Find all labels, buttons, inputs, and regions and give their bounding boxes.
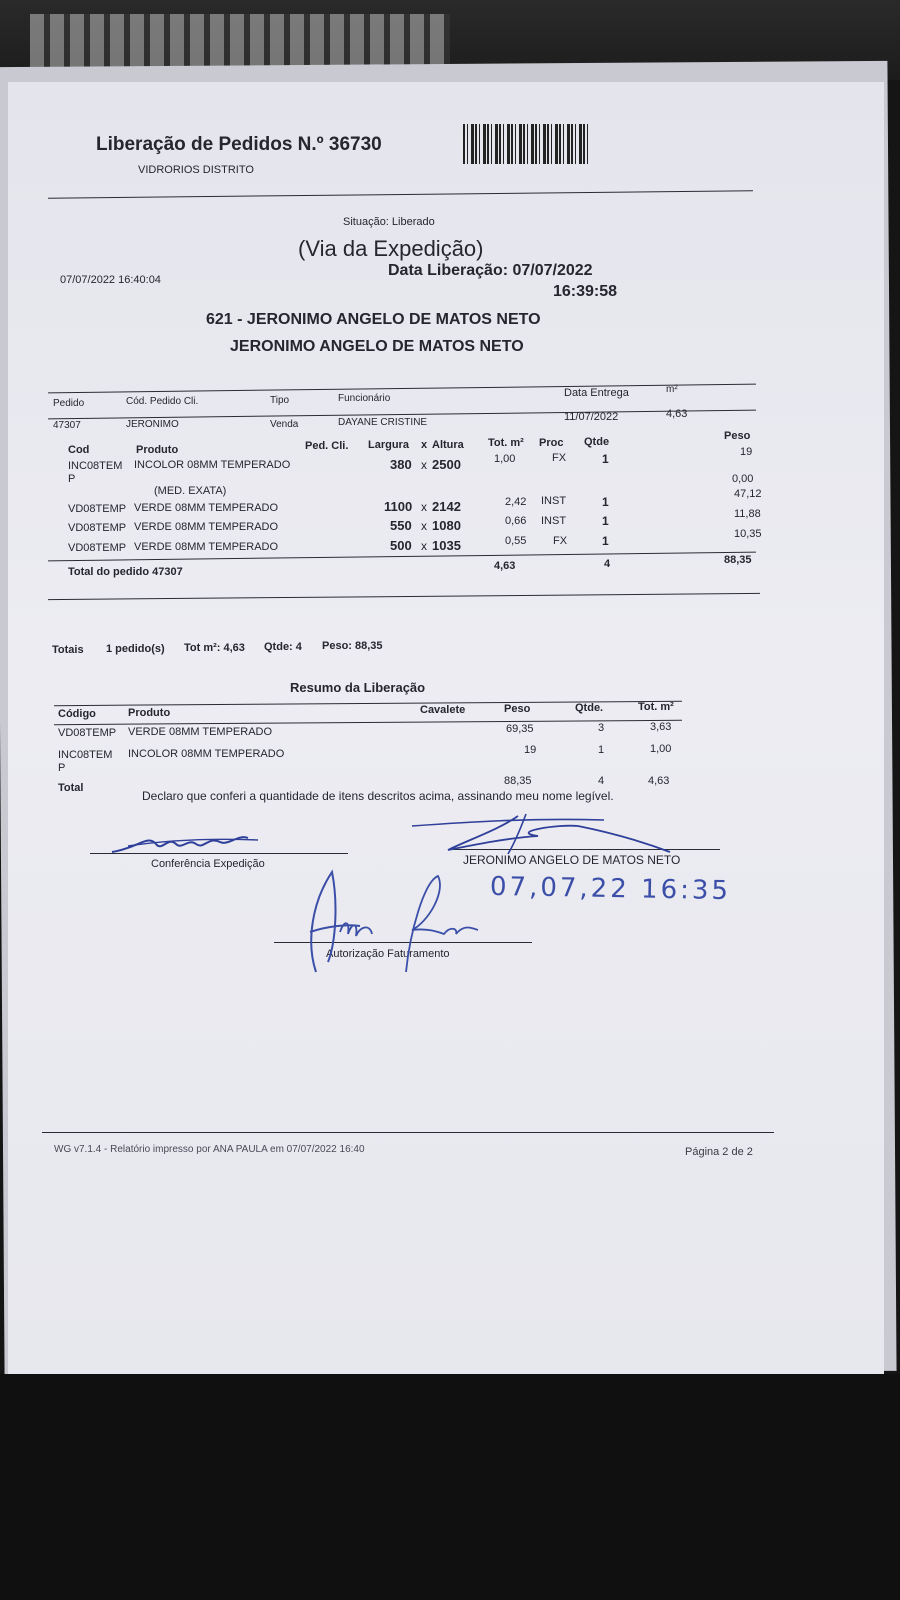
item-peso-extra: 0,00 — [732, 473, 754, 485]
printed-at: 07/07/2022 16:40:04 — [60, 274, 161, 286]
summary-col-cavalete: Cavalete — [420, 704, 466, 716]
divider — [48, 190, 753, 198]
signature-autorizacao — [288, 862, 488, 982]
col-tipo: Tipo — [270, 395, 290, 406]
item-qtde: 1 — [602, 534, 609, 548]
item-qtde: 1 — [602, 495, 609, 509]
item-peso: 11,88 — [734, 508, 761, 520]
item-peso: 47,12 — [734, 488, 762, 500]
signature-conferencia — [108, 826, 268, 860]
document-page — [8, 82, 884, 1374]
item-largura: 550 — [390, 518, 412, 533]
item-produto: VERDE 08MM TEMPERADO — [134, 541, 279, 553]
summary-title: Resumo da Liberação — [290, 680, 426, 695]
order-total-peso: 88,35 — [724, 554, 752, 566]
perforated-edge — [30, 14, 450, 70]
signature-label-autorizacao: Autorização Faturamento — [326, 948, 450, 960]
col-peso: Peso — [724, 430, 751, 442]
item-x: x — [421, 539, 427, 553]
summary-total-peso: 88,35 — [504, 775, 532, 787]
item-largura: 500 — [390, 538, 412, 553]
item-cod: VD08TEMP — [68, 542, 127, 554]
totals-label: Totais — [52, 644, 84, 656]
col-pedido: Pedido — [53, 398, 85, 409]
order-total-qtde: 4 — [604, 558, 611, 570]
item-x: x — [421, 500, 427, 514]
summary-row-qtde: 1 — [598, 744, 605, 756]
col-x: x — [421, 439, 428, 451]
col-proc: Proc — [539, 437, 564, 449]
item-altura: 1035 — [432, 538, 461, 553]
col-funcionario: Funcionário — [338, 393, 391, 404]
col-ped-cli: Ped. Cli. — [305, 440, 349, 452]
summary-col-codigo: Código — [58, 708, 96, 720]
divider — [48, 593, 760, 600]
order-m2: 4,63 — [666, 408, 688, 420]
company-name: VIDRORIOS DISTRITO — [138, 164, 254, 176]
item-cod: VD08TEMP — [68, 522, 127, 534]
delivery-date: 11/07/2022 — [564, 411, 619, 423]
client-name-2: JERONIMO ANGELO DE MATOS NETO — [230, 338, 524, 355]
summary-col-tot: Tot. m² — [638, 701, 674, 713]
divider — [48, 384, 756, 394]
summary-row-codigo-cont: P — [58, 762, 66, 774]
item-altura: 2500 — [432, 457, 461, 472]
item-produto: VERDE 08MM TEMPERADO — [134, 502, 279, 514]
col-qtde: Qtde — [584, 436, 610, 448]
item-cod: INC08TEM — [68, 460, 123, 472]
col-tot-m2: Tot. m² — [488, 437, 524, 449]
order-total-tot: 4,63 — [494, 560, 516, 572]
divider — [48, 552, 756, 562]
summary-col-peso: Peso — [504, 703, 531, 715]
divider — [54, 720, 682, 725]
item-tot: 0,66 — [505, 515, 527, 527]
item-produto: INCOLOR 08MM TEMPERADO — [134, 459, 291, 471]
item-peso: 10,35 — [734, 528, 762, 540]
col-produto: Produto — [136, 444, 179, 456]
item-proc: INST — [541, 515, 567, 527]
order-number: 47307 — [53, 420, 81, 431]
document-title: Liberação de Pedidos N.º 36730 — [96, 134, 382, 155]
release-date: Data Liberação: 07/07/2022 — [388, 262, 593, 279]
item-qtde: 1 — [602, 452, 609, 466]
item-cod: VD08TEMP — [68, 503, 127, 515]
summary-row-tot: 3,63 — [650, 721, 672, 733]
summary-row-produto: INCOLOR 08MM TEMPERADO — [128, 748, 285, 760]
col-data-entrega: Data Entrega — [564, 387, 629, 399]
summary-total-label: Total — [58, 782, 84, 794]
client-name: 621 - JERONIMO ANGELO DE MATOS NETO — [206, 311, 541, 328]
col-cod: Cod — [68, 444, 90, 456]
item-peso: 19 — [740, 446, 753, 458]
employee: DAYANE CRISTINE — [338, 417, 428, 428]
footer-page-number: Página 2 de 2 — [685, 1146, 753, 1158]
summary-row-qtde: 3 — [598, 722, 605, 734]
signature-client — [408, 810, 708, 870]
item-tot: 1,00 — [494, 453, 516, 465]
totals-pedidos: 1 pedido(s) — [106, 643, 165, 655]
item-note: (MED. EXATA) — [154, 485, 227, 497]
via-label: (Via da Expedição) — [298, 236, 484, 261]
barcode — [463, 124, 591, 164]
totals-m2: Tot m²: 4,63 — [184, 642, 245, 654]
declaration: Declaro que conferi a quantidade de itens descritos acima, assinando meu nome legível. — [142, 789, 614, 803]
summary-row-tot: 1,00 — [650, 743, 672, 755]
summary-row-produto: VERDE 08MM TEMPERADO — [128, 726, 273, 738]
signature-label-conferencia: Conferência Expedição — [151, 858, 265, 870]
item-proc: INST — [541, 495, 567, 507]
footer-divider — [42, 1132, 774, 1133]
footer-printed-by: WG v7.1.4 - Relatório impresso por ANA PAULA em 07/07/2022 16:40 — [54, 1144, 365, 1155]
item-x: x — [421, 458, 427, 472]
summary-row-codigo: INC08TEM — [58, 749, 113, 761]
item-produto: VERDE 08MM TEMPERADO — [134, 521, 279, 533]
col-altura: Altura — [432, 439, 464, 451]
situation: Situação: Liberado — [343, 216, 435, 228]
release-time: 16:39:58 — [553, 283, 618, 300]
dark-surface — [0, 1374, 900, 1600]
summary-total-qtde: 4 — [598, 775, 605, 787]
item-altura: 2142 — [432, 499, 461, 514]
order-type: Venda — [270, 419, 299, 430]
summary-col-produto: Produto — [128, 707, 171, 719]
order-total-label: Total do pedido 47307 — [68, 566, 183, 578]
signature-label-client: JERONIMO ANGELO DE MATOS NETO — [463, 853, 681, 867]
item-largura: 380 — [390, 457, 412, 472]
item-proc: FX — [552, 452, 567, 464]
summary-row-peso: 69,35 — [506, 723, 534, 735]
summary-col-qtde: Qtde. — [575, 702, 604, 714]
item-largura: 1100 — [384, 499, 413, 514]
summary-total-tot: 4,63 — [648, 775, 670, 787]
item-altura: 1080 — [432, 518, 461, 533]
item-cod-cont: P — [68, 473, 76, 485]
col-cod-pedido: Cód. Pedido Cli. — [126, 396, 199, 407]
summary-row-codigo: VD08TEMP — [58, 727, 117, 739]
item-qtde: 1 — [602, 514, 609, 528]
totals-qtde: Qtde: 4 — [264, 641, 302, 653]
col-m2: m² — [666, 384, 678, 395]
item-proc: FX — [553, 535, 568, 547]
col-largura: Largura — [368, 439, 409, 451]
totals-peso: Peso: 88,35 — [322, 640, 383, 652]
client-order-code: JERONIMO — [126, 419, 179, 430]
item-tot: 2,42 — [505, 496, 527, 508]
item-x: x — [421, 519, 427, 533]
summary-row-peso: 19 — [524, 744, 537, 756]
handwritten-date: 07,07,22 16:35 — [489, 871, 732, 907]
item-tot: 0,55 — [505, 535, 527, 547]
